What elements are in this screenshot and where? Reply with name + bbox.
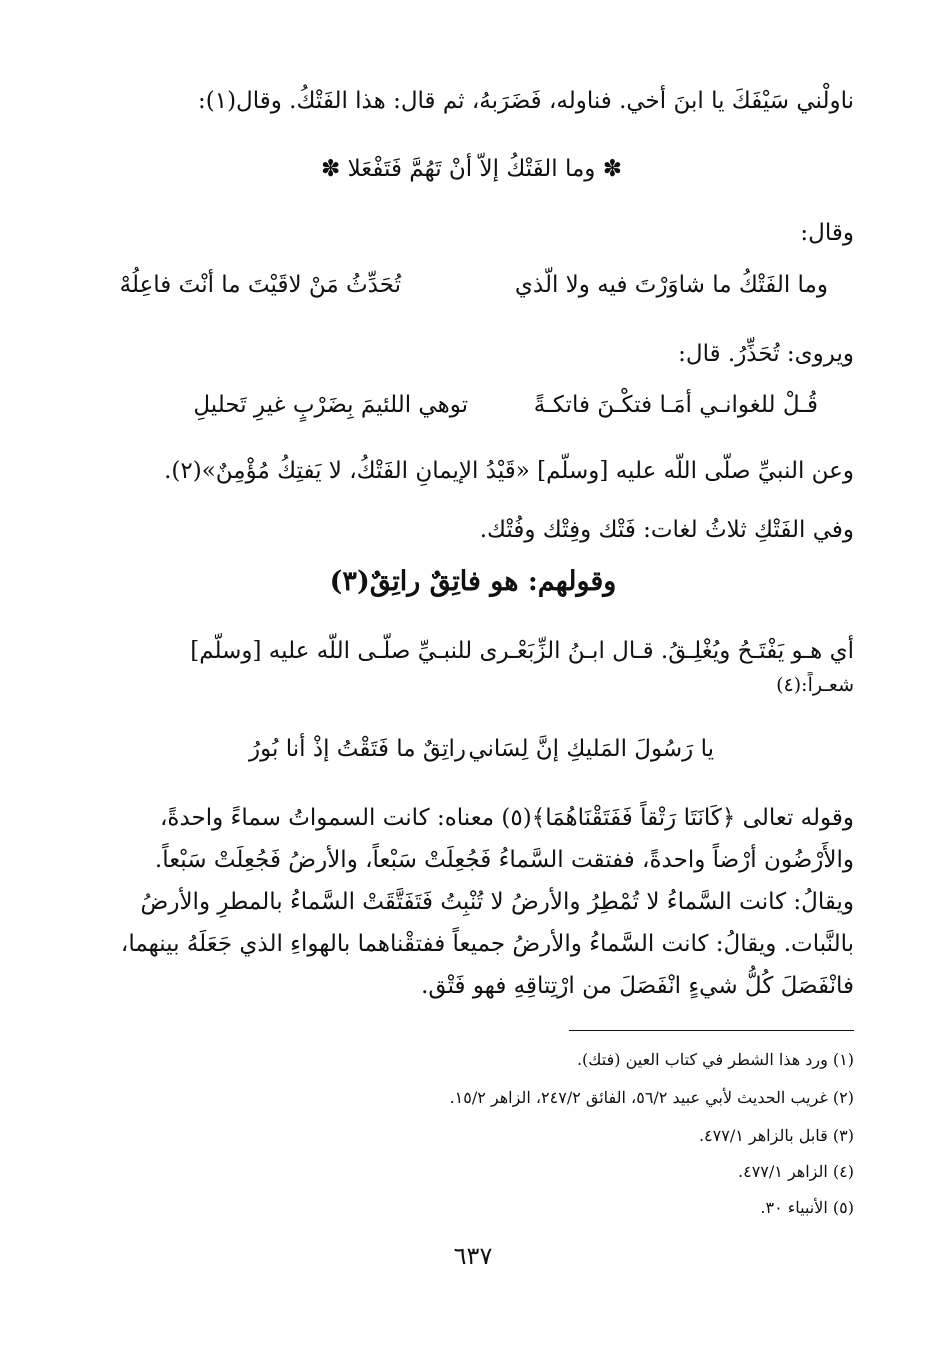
- paragraph-fatiq: [89, 630, 854, 698]
- paragraph-line: وفي الفَتْكِ ثلاثُ لغات: فَتْك وفِتْك وفُتْك.: [479, 517, 854, 543]
- paragraph-line: ويقالُ: كانت السَّماءُ لا تُمْطِرُ والأرضُ لا تُنْبِتُ فَتَفَتَّقَتْ السَّماءُ بالمطرِ والأرضُ: [140, 889, 854, 915]
- paragraph-lughat: [89, 509, 854, 551]
- paragraph-sword: [89, 80, 854, 122]
- paragraph-line: وعن النبيِّ صلّى اللّه عليه [وسلّم] «قَيْدُ الإيمانِ الفَتْكُ، لا يَفتِكُ مُؤْمِنٌ»(٢).: [164, 458, 854, 484]
- quote-line: ✽ وما الفَتْكُ إلاّ أنْ تَهُمَّ فَتَفْعَلا ✽: [321, 156, 622, 182]
- verse1-second-hemistich: تُحَدِّثُ مَنْ لاقَيْتَ ما أنْتَ فاعِلُهْ: [119, 272, 401, 298]
- paragraph-line: بالنَّبات. ويقالُ: كانت السَّماءُ والأرضُ جميعاً ففتقْناهما بالهواءِ الذي جَعَلَهُ بينهما،: [120, 931, 854, 957]
- paragraph-line: أي هـو يَفْتَـحُ ويُغْلِـقُ. قـال ابـنُ الزِّبَعْـرى للنبـيِّ صلّـى اللّه عليه [وسلّم]: [190, 638, 854, 664]
- verse2-first-hemistich: قُـلْ للغوانـي أمَـا فتكْـنَ فاتكـةً: [533, 392, 818, 418]
- paragraph-line: فانْفَصَلَ كُلُّ شيءٍ انْفَصَلَ من ارْتِتاقِهِ فهو فَتْق.: [421, 973, 854, 999]
- verse3-first-hemistich: يا رَسُولَ المَليكِ إنَّ لِسَاني: [468, 736, 714, 762]
- paragraph-line: شعـراً:(٤): [776, 674, 854, 696]
- paragraph-line: وقوله تعالى ﴿كَانَتَا رَتْقاً فَفَتَقْنَاهُمَا﴾(٥) معناه: كانت السمواتُ سماءً واحدةً،: [159, 805, 854, 831]
- section-heading: وقولهم: هو فاتِقٌ راتِقٌ(٣): [329, 566, 617, 597]
- paragraph-line: وقال:: [800, 220, 854, 246]
- paragraph-qal: [89, 212, 854, 254]
- paragraph-line: ناولْني سَيْفَكَ يا ابنَ أخي. فناوله، فَضَرَبهُ، ثم قال: هذا الفَتْكُ. وقال(١):: [197, 88, 854, 114]
- quoted-hemistich: [89, 148, 854, 190]
- footnote-4: (٤) الزاهر ٤٧٧/١.: [738, 1162, 854, 1181]
- verse2-second-hemistich: توهي اللئيمَ بِضَرْبٍ غيرِ تَحليلِ: [193, 392, 468, 418]
- paragraph-hadith: [89, 450, 854, 492]
- paragraph-line: والأَرْضُون أرْضاً واحدةً، ففتقت السَّماءُ فَجُعِلَتْ سَبْعاً، والأرضُ فَجُعِلَتْ سَبْعاً.: [154, 847, 854, 873]
- footnote-5: (٥) الأنبياء ٣٠.: [760, 1198, 854, 1217]
- paragraph-yurwa: [89, 333, 854, 375]
- footnote-2: (٢) غريب الحديث لأبي عبيد ٥٦/٢، الفائق ٢٤٧/٢، الزاهر ١٥/٢.: [449, 1088, 854, 1107]
- paragraph-tafsir: [89, 797, 854, 1007]
- footnote-separator: [569, 1030, 854, 1031]
- paragraph-line: ويروى: تُحَذِّرُ. قال:: [678, 341, 854, 367]
- page-number: ٦٣٧: [453, 1242, 493, 1270]
- footnote-3: (٣) قابل بالزاهر ٤٧٧/١.: [698, 1126, 854, 1145]
- footnote-1: (١) ورد هذا الشطر في كتاب العين (فتك).: [576, 1050, 854, 1069]
- verse1-first-hemistich: وما الفَتْكُ ما شاوَرْتَ فيه ولا الّذي: [514, 272, 828, 298]
- verse3-second-hemistich: راتِقٌ ما فَتَقْتُ إذْ أنا بُورُ: [249, 736, 466, 762]
